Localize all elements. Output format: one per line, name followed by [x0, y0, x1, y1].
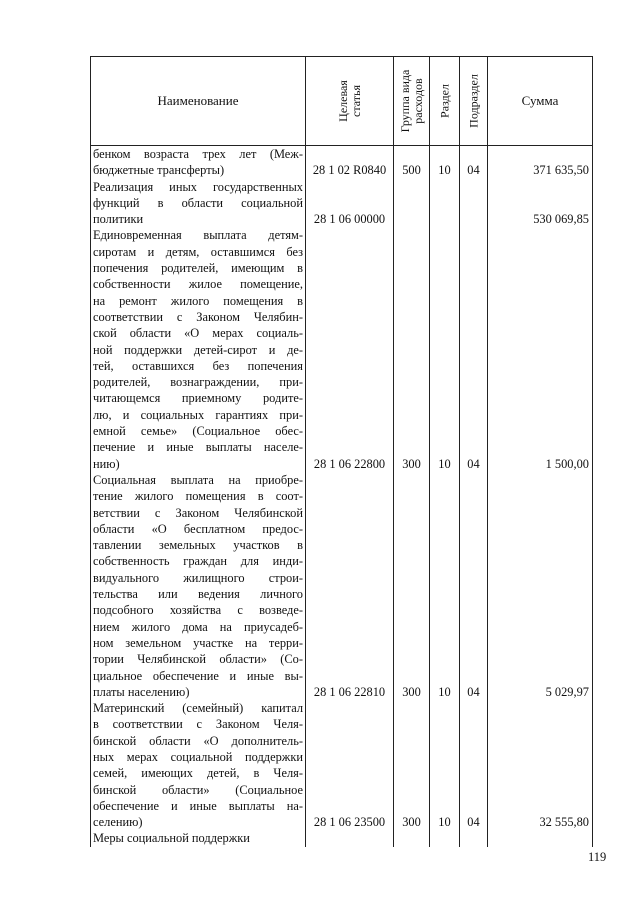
- row-name-line: бюджетные трансферты): [93, 163, 225, 178]
- row-name-line: ной поддержки детей-сирот и де-: [93, 342, 303, 357]
- row-name-line: бинской области» (Социальное: [93, 782, 303, 797]
- row-name-line: видуального жилищного строи-: [93, 570, 303, 585]
- row-name-line: циальное обеспечение и иные вы-: [93, 668, 303, 683]
- row-name-line: ном земельном участке на терри-: [93, 635, 303, 650]
- row-name-line: платы населению): [93, 684, 190, 699]
- header-sum: Сумма: [488, 57, 593, 146]
- row-target: 28 1 06 23500: [306, 700, 394, 830]
- row-name-line: обеспечение и иные выплаты на-: [93, 798, 303, 813]
- row-name-line: лю, и социальных гарантиях при-: [93, 407, 303, 422]
- row-section: [430, 179, 460, 228]
- row-name-line: тельства или ведения личного: [93, 587, 303, 602]
- row-name-line: Меры социальной поддержки: [93, 831, 250, 846]
- row-group: 500: [394, 146, 430, 179]
- row-name-line: ветствии с Законом Челябинской: [93, 505, 303, 520]
- row-target: 28 1 06 22800: [306, 227, 394, 471]
- table-row: [91, 227, 593, 471]
- row-subsection: [460, 830, 488, 846]
- row-name-line: семей, имеющих детей, в Челя-: [93, 766, 303, 781]
- row-group: 300: [394, 700, 430, 830]
- row-name-line: сиротам и детям, оставшимся без: [93, 244, 303, 259]
- row-sum: 530 069,85: [488, 179, 593, 228]
- row-group: [394, 179, 430, 228]
- row-name-line: политики: [93, 212, 144, 227]
- row-section: 10: [430, 146, 460, 179]
- row-section: [430, 830, 460, 846]
- row-name: [91, 227, 306, 471]
- row-name-line: в соответствии с Законом Челя-: [93, 717, 303, 732]
- row-name: [91, 146, 306, 179]
- row-name-line: емной семье» (Социальное обес-: [93, 424, 303, 439]
- header-section: [430, 57, 460, 146]
- row-name-line: соответствии с Законом Челябин-: [93, 309, 303, 324]
- row-name-line: ской области «О мерах социаль-: [93, 326, 303, 341]
- row-sum: 371 635,50: [488, 146, 593, 179]
- page-number: 119: [588, 850, 607, 864]
- row-name-line: собственность граждан для инди-: [93, 554, 303, 569]
- row-sum: 1 500,00: [488, 227, 593, 471]
- row-name-line: Реализация иных государственных: [93, 179, 303, 194]
- table-row: [91, 146, 593, 179]
- table-row: [91, 472, 593, 700]
- row-target: 28 1 06 00000: [306, 179, 394, 228]
- row-name-line: на ремонт жилого помещения в: [93, 293, 303, 308]
- row-subsection: 04: [460, 227, 488, 471]
- row-name-line: тавлении земельных участков в: [93, 538, 303, 553]
- row-name-line: тории Челябинской области» (Со-: [93, 652, 303, 667]
- row-subsection: [460, 179, 488, 228]
- row-name-line: нию): [93, 456, 120, 471]
- row-name: [91, 700, 306, 830]
- header-target-line2: статья: [348, 85, 363, 117]
- header-name: Наименование: [91, 57, 306, 146]
- row-group: 300: [394, 472, 430, 700]
- header-target: [306, 57, 394, 146]
- row-subsection: 04: [460, 472, 488, 700]
- row-sum: 5 029,97: [488, 472, 593, 700]
- row-name-line: читающемся приемному родите-: [93, 391, 303, 406]
- row-name-line: селению): [93, 815, 143, 830]
- header-target-line1: Целевая: [335, 80, 350, 122]
- row-name: [91, 179, 306, 228]
- row-name-line: бенком возраста трех лет (Меж-: [93, 147, 303, 161]
- row-target: 28 1 02 R0840: [306, 146, 394, 179]
- table-row: [91, 830, 593, 846]
- row-name-line: ных мерах социальной поддержки: [93, 749, 303, 764]
- row-name-line: тение жилого помещения в соот-: [93, 489, 303, 504]
- row-name: [91, 472, 306, 700]
- row-name-line: подсобного хозяйства с возведе-: [93, 603, 303, 618]
- header-subsection: [460, 57, 488, 146]
- row-name: [91, 830, 306, 846]
- row-name-line: бинской области «О дополнитель-: [93, 733, 303, 748]
- row-section: 10: [430, 227, 460, 471]
- row-sum: 32 555,80: [488, 700, 593, 830]
- row-name-line: области «О бесплатном предос-: [93, 521, 303, 536]
- row-name-line: функций в области социальной: [93, 195, 303, 210]
- table-header-row: [91, 57, 593, 146]
- header-section-text: Раздел: [437, 84, 451, 118]
- row-section: 10: [430, 472, 460, 700]
- header-group-line2: расходов: [410, 78, 425, 124]
- header-group-line1: Группа вида: [397, 69, 412, 133]
- row-sum: [488, 830, 593, 846]
- row-name-line: Социальная выплата на приобре-: [93, 472, 303, 487]
- table-row: [91, 700, 593, 830]
- row-subsection: 04: [460, 146, 488, 179]
- row-name-line: родителей, вознаграждении, при-: [93, 375, 303, 390]
- row-name-line: печение и иные выплаты населе-: [93, 440, 303, 455]
- row-name-line: Единовременная выплата детям-: [93, 228, 303, 243]
- row-name-line: собственности жилое помещение,: [93, 277, 303, 292]
- table-row: [91, 179, 593, 228]
- row-section: 10: [430, 700, 460, 830]
- row-name-line: нием жилого дома на приусадеб-: [93, 619, 303, 634]
- table-body: [91, 146, 593, 847]
- row-name-line: Материнский (семейный) капитал: [93, 701, 303, 716]
- row-target: [306, 830, 394, 846]
- header-group: [394, 57, 430, 146]
- row-subsection: 04: [460, 700, 488, 830]
- budget-table: [90, 56, 593, 847]
- row-group: [394, 830, 430, 846]
- row-name-line: тей, оставшихся без попечения: [93, 358, 303, 373]
- row-group: 300: [394, 227, 430, 471]
- header-subsection-text: Подраздел: [466, 74, 480, 128]
- row-target: 28 1 06 22810: [306, 472, 394, 700]
- row-name-line: попечения родителей, имеющим в: [93, 261, 303, 276]
